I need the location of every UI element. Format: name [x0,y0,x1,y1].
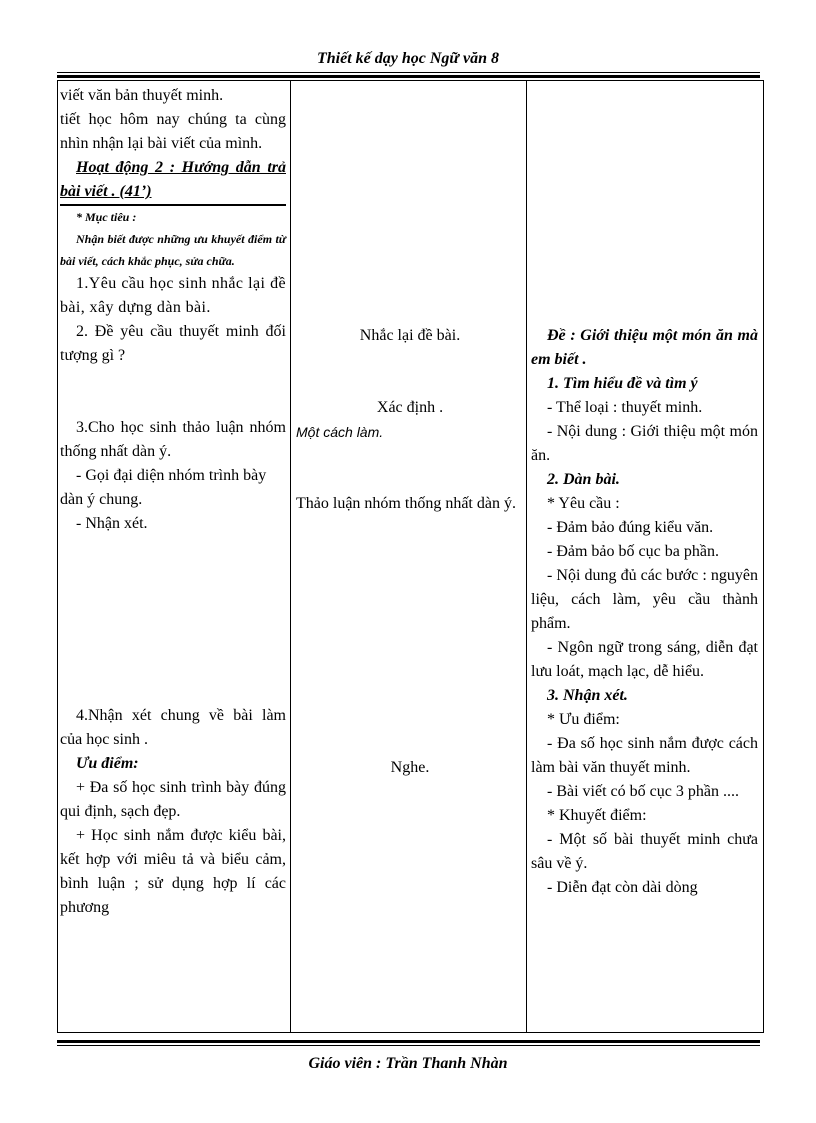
section-3-item-3: - Một số bài thuyết minh chưa sâu về ý. [531,831,758,872]
step-3-sub-2: - Nhận xét. [76,515,148,532]
section-3-item-2: - Bài viết có bố cục 3 phần .... [547,783,739,800]
student-response-2-note: Một cách làm. [296,424,384,440]
objective-text: Nhận biết được những ưu khuyết điểm từ bài viết, cách khắc phục, sửa chữa. [60,232,286,268]
header-rule-thin [57,72,760,73]
student-response-3: Thảo luận nhóm thống nhất dàn ý. [296,495,516,512]
strength-1: + Đa số học sinh trình bày đúng qui định, sạch đẹp. [60,779,286,820]
section-2-item-2: - Đảm bảo bố cục ba phần. [547,543,719,560]
section-2-item-4: - Ngôn ngữ trong sáng, diễn đạt lưu loát, mạch lạc, dễ hiểu. [531,639,758,680]
intro-line-1: viết văn bản thuyết minh. [60,87,224,104]
objective-label: * Mục tiêu : [76,210,137,224]
essay-topic: Đề : Giới thiệu một món ăn mà em biết . [531,327,758,368]
section-2-title: 2. Dàn bài. [547,471,620,488]
student-activity-column [296,84,524,780]
student-response-2: Xác định . [376,399,444,416]
strength-2: + Học sinh nắm được kiểu bài, kết hợp với miêu tả và biểu cảm, bình luận ; sử dụng hợp lí các phương [60,827,286,916]
step-3: 3.Cho học sinh thảo luận nhóm thống nhất dàn ý. [60,419,286,460]
section-3-item-1: - Đa số học sinh nắm được cách làm bài văn thuyết minh. [531,735,758,776]
section-3-title: 3. Nhận xét. [547,687,628,704]
section-3-item-4: - Diễn đạt còn dài dòng [547,879,698,896]
strengths-label: Ưu điểm: [76,755,139,772]
section-1-genre: - Thể loại : thuyết minh. [547,399,703,416]
footer-rule-thick [57,1040,760,1043]
intro-line-2: tiết học hôm nay chúng ta cùng nhìn nhận lại bài viết của mình. [60,111,286,152]
header-rule-thick [57,75,760,78]
section-2-item-3: - Nội dung đủ các bước : nguyên liệu, cách làm, yêu cầu thành phẩm. [531,567,758,632]
page-header: Thiết kế dạy học Ngữ văn 8 [316,50,499,67]
student-response-1: Nhắc lại đề bài. [359,327,461,344]
footer-rule-thin [57,1045,760,1046]
activity-2-title: Hoạt động 2 : Hướng dẫn trả bài viết . (41’) [60,159,286,200]
student-response-4: Nghe. [390,759,430,776]
step-1: 1.Yêu cầu học sinh nhắc lại đề bài, xây dựng dàn bài. [60,275,286,316]
step-4: 4.Nhận xét chung về bài làm của học sinh . [60,707,286,748]
section-2-item-1: - Đảm bảo đúng kiểu văn. [547,519,714,536]
section-3-weaknesses: * Khuyết điểm: [547,807,647,824]
column-divider-1 [290,80,291,1033]
lesson-content-column [531,84,758,900]
page-footer: Giáo viên : Trần Thanh Nhàn [308,1055,508,1072]
teacher-activity-column [60,84,286,920]
column-divider-2 [526,80,527,1033]
section-1-title: 1. Tìm hiểu đề và tìm ý [547,375,698,392]
step-2: 2. Đề yêu cầu thuyết minh đối tượng gì ? [60,323,286,364]
section-3-strengths: * Ưu điểm: [547,711,620,728]
section-2-requirements: * Yêu cầu : [547,495,620,512]
section-1-content: - Nội dung : Giới thiệu một món ăn. [531,423,758,464]
step-3-sub-1: - Gọi đại diện nhóm trình bày dàn ý chung. [60,467,267,508]
